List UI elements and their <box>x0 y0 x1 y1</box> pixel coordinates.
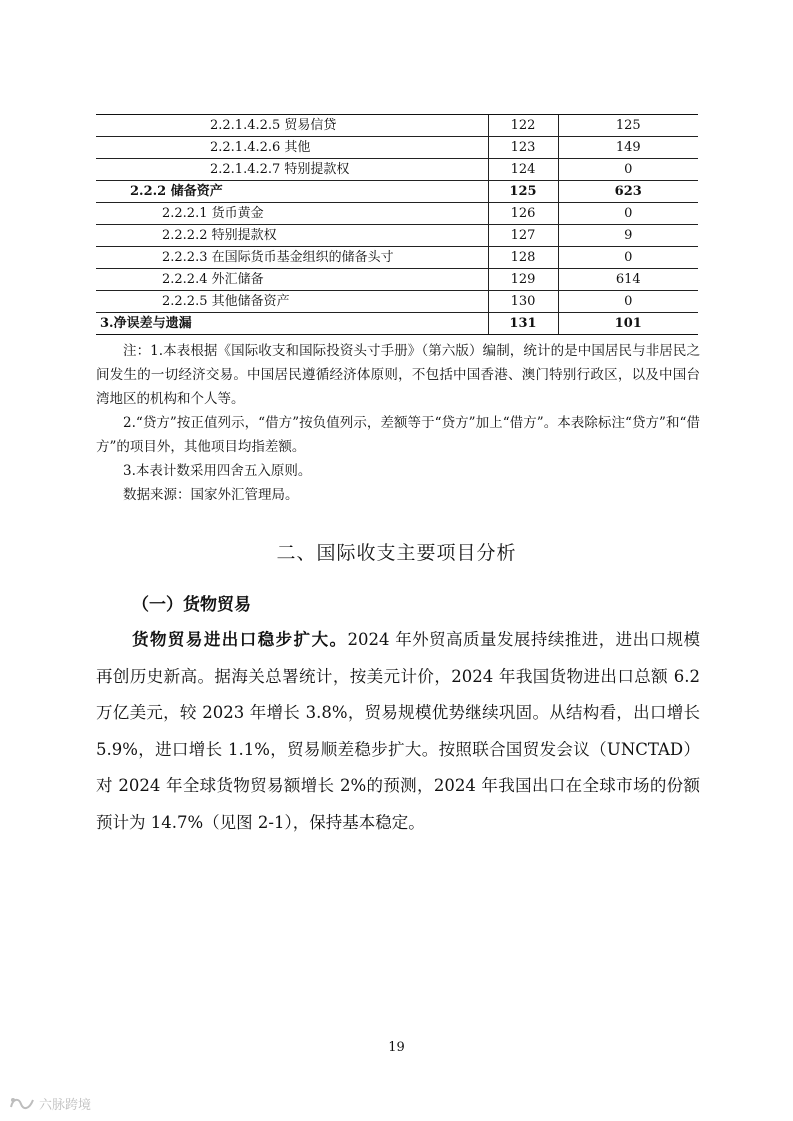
row-code: 129 <box>488 269 558 291</box>
row-code: 123 <box>488 137 558 159</box>
row-code: 126 <box>488 203 558 225</box>
row-code: 128 <box>488 247 558 269</box>
row-code: 125 <box>488 181 558 203</box>
row-label: 2.2.2.4 外汇储备 <box>96 269 488 291</box>
data-source: 数据来源：国家外汇管理局。 <box>123 487 299 503</box>
table-row <box>96 181 698 203</box>
watermark-text: 六脉跨境 <box>39 1098 92 1113</box>
table-body <box>96 115 698 335</box>
row-value: 101 <box>558 313 698 335</box>
table-row <box>96 247 698 269</box>
row-code: 131 <box>488 313 558 335</box>
table-row <box>96 225 698 247</box>
table-row <box>96 137 698 159</box>
body-paragraph <box>96 622 700 841</box>
note-1: 注：1.本表根据《国际收支和国际投资头寸手册》（第六版）编制，统计的是中国居民与非居民之间发生的一切经济交易。中国居民遵循经济体原则，不包括中国香港、澳门特别行政区，以及中国台湾地区的机构和个人等。 <box>96 343 700 407</box>
note-3: 3.本表计数采用四舍五入原则。 <box>123 463 312 479</box>
row-label: 2.2.2 储备资产 <box>96 181 488 203</box>
paragraph-lead: 货物贸易进出口稳步扩大。 <box>132 630 348 649</box>
row-label: 2.2.2.5 其他储备资产 <box>96 291 488 313</box>
row-label: 2.2.1.4.2.5 贸易信贷 <box>96 115 488 137</box>
bop-table <box>96 114 698 335</box>
logo-icon <box>8 1096 36 1112</box>
table-notes <box>96 339 700 507</box>
row-label: 2.2.2.2 特别提款权 <box>96 225 488 247</box>
table-row <box>96 159 698 181</box>
row-label: 3.净误差与遗漏 <box>96 313 488 335</box>
row-value: 0 <box>558 247 698 269</box>
row-label: 2.2.1.4.2.7 特别提款权 <box>96 159 488 181</box>
table-row <box>96 291 698 313</box>
section-title: 二、国际收支主要项目分析 <box>276 542 517 564</box>
row-code: 130 <box>488 291 558 313</box>
row-value: 0 <box>558 159 698 181</box>
row-label: 2.2.2.3 在国际货币基金组织的储备头寸 <box>96 247 488 269</box>
row-code: 127 <box>488 225 558 247</box>
row-value: 149 <box>558 137 698 159</box>
table-row <box>96 313 698 335</box>
row-value: 623 <box>558 181 698 203</box>
page-number: 19 <box>388 1040 405 1055</box>
row-label: 2.2.2.1 货币黄金 <box>96 203 488 225</box>
row-label: 2.2.1.4.2.6 其他 <box>96 137 488 159</box>
row-value: 125 <box>558 115 698 137</box>
table-row <box>96 269 698 291</box>
row-value: 9 <box>558 225 698 247</box>
note-2: 2.“贷方”按正值列示，“借方”按负值列示，差额等于“贷方”加上“借方”。本表除标注“贷方”和“借方”的项目外，其他项目均指差额。 <box>96 415 700 455</box>
paragraph-text: 2024 年外贸高质量发展持续推进，进出口规模再创历史新高。据海关总署统计，按美元计价，2024 年我国货物进出口总额 6.2 万亿美元，较 2023 年增长 3.8%，贸易规模优势继续巩固。从结构看，出口增长 5.9%，进口增长 1.1%，贸易顺差稳步扩大。按照联合国贸发会议（UNCTAD）对 2024 年全球货物贸易额增长 2%的预测，2024 年我国出口在全球市场的份额预计为 14.7%（见图 2-1），保持基本稳定。 <box>96 630 700 832</box>
subsection-title: （一）货物贸易 <box>132 595 251 615</box>
row-code: 124 <box>488 159 558 181</box>
row-code: 122 <box>488 115 558 137</box>
row-value: 0 <box>558 203 698 225</box>
table-row <box>96 203 698 225</box>
row-value: 614 <box>558 269 698 291</box>
table-row <box>96 115 698 137</box>
row-value: 0 <box>558 291 698 313</box>
watermark <box>8 1094 91 1113</box>
